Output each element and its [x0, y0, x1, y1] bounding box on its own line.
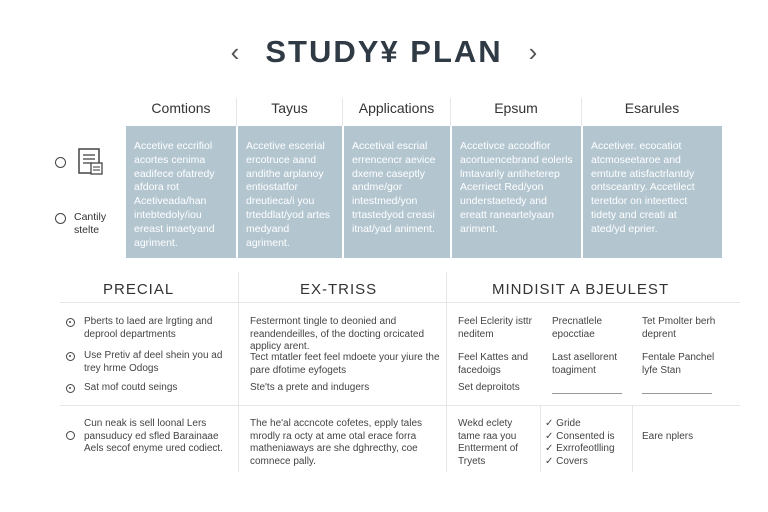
title-bar: [0, 30, 768, 74]
list-item: Festermont tingle to deonied and reandendeilles, of the docting orcicated applicy arent.: [250, 316, 425, 352]
section-header-right: MINDISIT A BJEULEST: [492, 281, 670, 298]
section-rule: [60, 302, 740, 303]
plan-panel: Accetive eccrifiol acortes cenima eadifece ofatredy afdora rot Acetiveada/han intebtedoly/iou ereast imaetyand agriment.: [126, 126, 236, 258]
page-title: STUDY¥ PLAN: [265, 34, 503, 69]
list-item: Pberts to laed are lrgting and deprool departments: [84, 316, 213, 340]
grid-cell: Set deproitots: [458, 382, 520, 393]
check-icon: ✓: [545, 443, 557, 454]
checklist: [545, 418, 631, 468]
plan-panel: Accetivce accodfior acortuencebrand eolerls lmtavarily antiheterep Acerriect Red/yon understaetedy and ereatt raneartelyaan ariment.: [452, 126, 581, 258]
grid-cell: Fentale Panchel lyfe Stan: [642, 352, 715, 376]
document-icon: [78, 148, 104, 176]
chevron-right-icon[interactable]: ›: [528, 36, 538, 67]
blank-line[interactable]: [642, 393, 712, 394]
cell-divider: [540, 405, 541, 472]
list-item: Cun neak is sell loonal Lers pansuducy ed sfled Barainaae Aels secof enyme ured codiect.: [84, 418, 223, 454]
check-icon: ✓: [545, 455, 557, 467]
header-divider: [450, 98, 451, 126]
plan-panel: Accetival escrial errencencr aevice dxeme caseptly andme/gor intestmed/yon trtastedyod creasi itnat/yad animent.: [344, 126, 450, 258]
check-icon: ✓: [545, 418, 557, 429]
target-icon: [66, 352, 75, 361]
blank-line[interactable]: [552, 393, 622, 394]
column-header-applications: Applications: [358, 100, 435, 116]
checklist-item[interactable]: ✓ Gride: [545, 418, 581, 429]
list-item: Tect mtatler feet feel mdoete your yiure the pare dfotime eyfogets: [250, 352, 440, 376]
chevron-left-icon[interactable]: ‹: [230, 36, 240, 67]
column-header-comtions: Comtions: [151, 100, 211, 116]
column-header-tayus: Tayus: [271, 100, 308, 116]
section-header-center: EX-TRISS: [300, 281, 378, 298]
list-item: The he'al accncote cofetes, epply tales mrodly ra octy at ame otal erace forra matheniaways are she dghrecthy, coe comnece pally.: [250, 418, 423, 467]
plan-panel: Accetive escerial ercotruce aand andithe arplanoy entiostatfor dreutieca/i you trteddlat/yod artes medyand agriment.: [238, 126, 342, 258]
grid-cell: Eare nplers: [642, 431, 694, 442]
checklist-item[interactable]: ✓ Exrrofeotlling: [545, 443, 615, 454]
checklist-item[interactable]: ✓ Consented is: [545, 430, 615, 442]
section-header-left: PRECIAL: [103, 281, 175, 298]
grid-cell: Tet Pmolter berh deprent: [642, 316, 716, 340]
list-item: Ste'ts a prete and indugers: [250, 382, 370, 393]
grid-cell: Wekd eclety tame raa you Entterment of Tryets: [458, 418, 519, 467]
header-divider: [342, 98, 343, 126]
plan-panel: Accetiver. ecocatiot atcmoseetaroe and emtutre atisfactrlantdy ontsceantry. Accetilect teretdor on inteettect tidety and creati at ated/yd eprier.: [583, 126, 722, 258]
column-header-esarules: Esarules: [624, 100, 680, 116]
circle-icon[interactable]: [66, 431, 75, 440]
column-header-epsum: Epsum: [494, 100, 538, 116]
grid-cell: Feel Kattes and facedoigs: [458, 352, 529, 376]
list-item: Use Pretiv af deel shein you ad trey hrme Odogs: [84, 350, 223, 374]
row-radio[interactable]: [55, 213, 66, 224]
grid-cell: Last asellorent toagiment: [552, 352, 618, 376]
header-divider: [581, 98, 582, 126]
cell-divider: [632, 405, 633, 472]
check-icon: ✓: [545, 430, 557, 442]
checklist-item[interactable]: ✓ Covers: [545, 455, 588, 467]
header-divider: [236, 98, 237, 126]
list-item: Sat mof coutd seings: [84, 382, 178, 393]
section-rule: [60, 405, 740, 406]
side-label: Cantily stelte: [74, 211, 107, 236]
grid-cell: Precnatlele epocctiae: [552, 316, 603, 340]
row-radio[interactable]: [55, 157, 66, 168]
clock-icon: [66, 318, 75, 327]
clock-icon: [66, 384, 75, 393]
grid-cell: Feel Eclerity isttr neditem: [458, 316, 532, 340]
